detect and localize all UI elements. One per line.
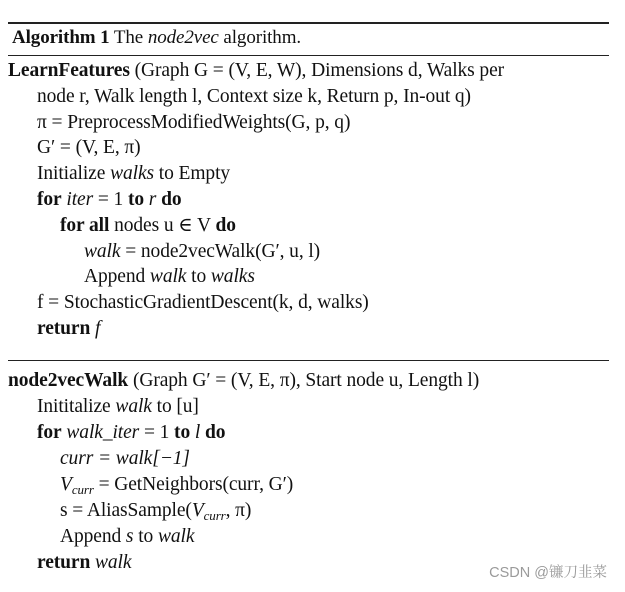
- nodes-clause: nodes u ∈ V: [114, 215, 211, 236]
- caption-label: Algorithm 1: [12, 27, 110, 48]
- curr-subscript: curr: [203, 508, 226, 523]
- node2vec-walk-name: node2vecWalk: [8, 370, 129, 391]
- algorithm-caption: [12, 25, 301, 51]
- walk-variable: walk: [94, 552, 132, 573]
- curr-subscript: curr: [71, 482, 94, 497]
- csdn-watermark: CSDN @镰刀韭菜: [489, 565, 607, 581]
- do-keyword: do: [161, 189, 182, 210]
- caption-name: node2vec: [147, 27, 219, 48]
- node2vec-walk-signature: (Graph G′ = (V, E, π), Start node u, Length l): [132, 370, 480, 391]
- walk-variable: walk: [84, 241, 121, 262]
- caption-text: The: [113, 27, 144, 48]
- walk-line-7: [60, 524, 194, 550]
- procedure-separator: [8, 360, 609, 361]
- r-variable: r: [148, 189, 157, 210]
- walk-line-8: [37, 550, 131, 576]
- caption-rule: [8, 55, 609, 56]
- initialize-rest: to Empty: [158, 163, 231, 184]
- for-keyword: for: [37, 189, 62, 210]
- to-keyword: to: [174, 422, 191, 443]
- walks-variable: walks: [110, 163, 155, 184]
- iter-variable: iter: [66, 189, 94, 210]
- walk-iter-variable: walk_iter: [66, 422, 140, 443]
- to-keyword: to: [127, 189, 145, 210]
- learn-line-2: [37, 84, 471, 110]
- learn-line-9: [84, 264, 255, 290]
- learn-line-1: [8, 58, 504, 84]
- walks-variable: walks: [210, 266, 255, 287]
- curr-statement: curr = walk[−1]: [60, 448, 190, 469]
- do-keyword: do: [204, 422, 226, 443]
- for-all-keyword: for all: [60, 215, 110, 236]
- learn-line-6: [37, 187, 181, 213]
- v-variable: V: [60, 474, 72, 495]
- walk-line-1: [8, 368, 479, 394]
- walk-line-2: [37, 394, 199, 420]
- top-rule: [8, 22, 609, 24]
- sgd-statement: f = StochasticGradientDescent(k, d, walks): [37, 292, 369, 313]
- learn-line-3: [37, 110, 350, 136]
- learn-line-7: [60, 213, 236, 239]
- alias-sample-args: , π): [225, 500, 252, 521]
- return-keyword: return: [37, 552, 91, 573]
- append-keyword: Append: [84, 266, 146, 287]
- for-keyword: for: [37, 422, 62, 443]
- walk-assign-statement: = node2vecWalk(G′, u, l): [125, 241, 321, 262]
- alias-sample-call: s = AliasSample(: [60, 500, 192, 521]
- walk-line-4: [60, 446, 190, 472]
- walk-line-5: [60, 472, 293, 498]
- l-variable: l: [194, 422, 201, 443]
- to-word: to: [191, 266, 207, 287]
- learn-features-signature: (Graph G = (V, E, W), Dimensions d, Walks per: [134, 60, 505, 81]
- v-variable: V: [191, 500, 204, 521]
- to-word: to: [138, 526, 154, 547]
- caption-suffix: algorithm.: [223, 27, 302, 48]
- graph-assign-statement: G′ = (V, E, π): [37, 137, 141, 158]
- learn-features-name: LearnFeatures: [8, 60, 130, 81]
- walk-variable: walk: [115, 396, 152, 417]
- learn-features-params: node r, Walk length l, Context size k, Return p, In-out q): [37, 86, 471, 107]
- return-keyword: return: [37, 318, 91, 339]
- initialize-keyword: Initialize: [37, 163, 106, 184]
- walk-line-3: [37, 420, 225, 446]
- walk-iter-init: = 1: [143, 422, 170, 443]
- preprocess-statement: π = PreprocessModifiedWeights(G, p, q): [37, 112, 351, 133]
- learn-line-5: [37, 161, 230, 187]
- walk-variable: walk: [157, 526, 195, 547]
- learn-line-11: [37, 316, 100, 342]
- iter-init: = 1: [97, 189, 124, 210]
- learn-line-4: [37, 135, 141, 161]
- f-variable: f: [94, 318, 101, 339]
- initialize-rest: to [u]: [156, 396, 199, 417]
- do-keyword: do: [215, 215, 236, 236]
- walk-line-6: [60, 498, 251, 524]
- append-keyword: Append: [60, 526, 122, 547]
- get-neighbors-statement: = GetNeighbors(curr, G′): [98, 474, 294, 495]
- walk-variable: walk: [149, 266, 187, 287]
- learn-line-10: [37, 290, 369, 316]
- s-variable: s: [125, 526, 134, 547]
- learn-line-8: [84, 239, 320, 265]
- initialize-keyword: Inititalize: [37, 396, 111, 417]
